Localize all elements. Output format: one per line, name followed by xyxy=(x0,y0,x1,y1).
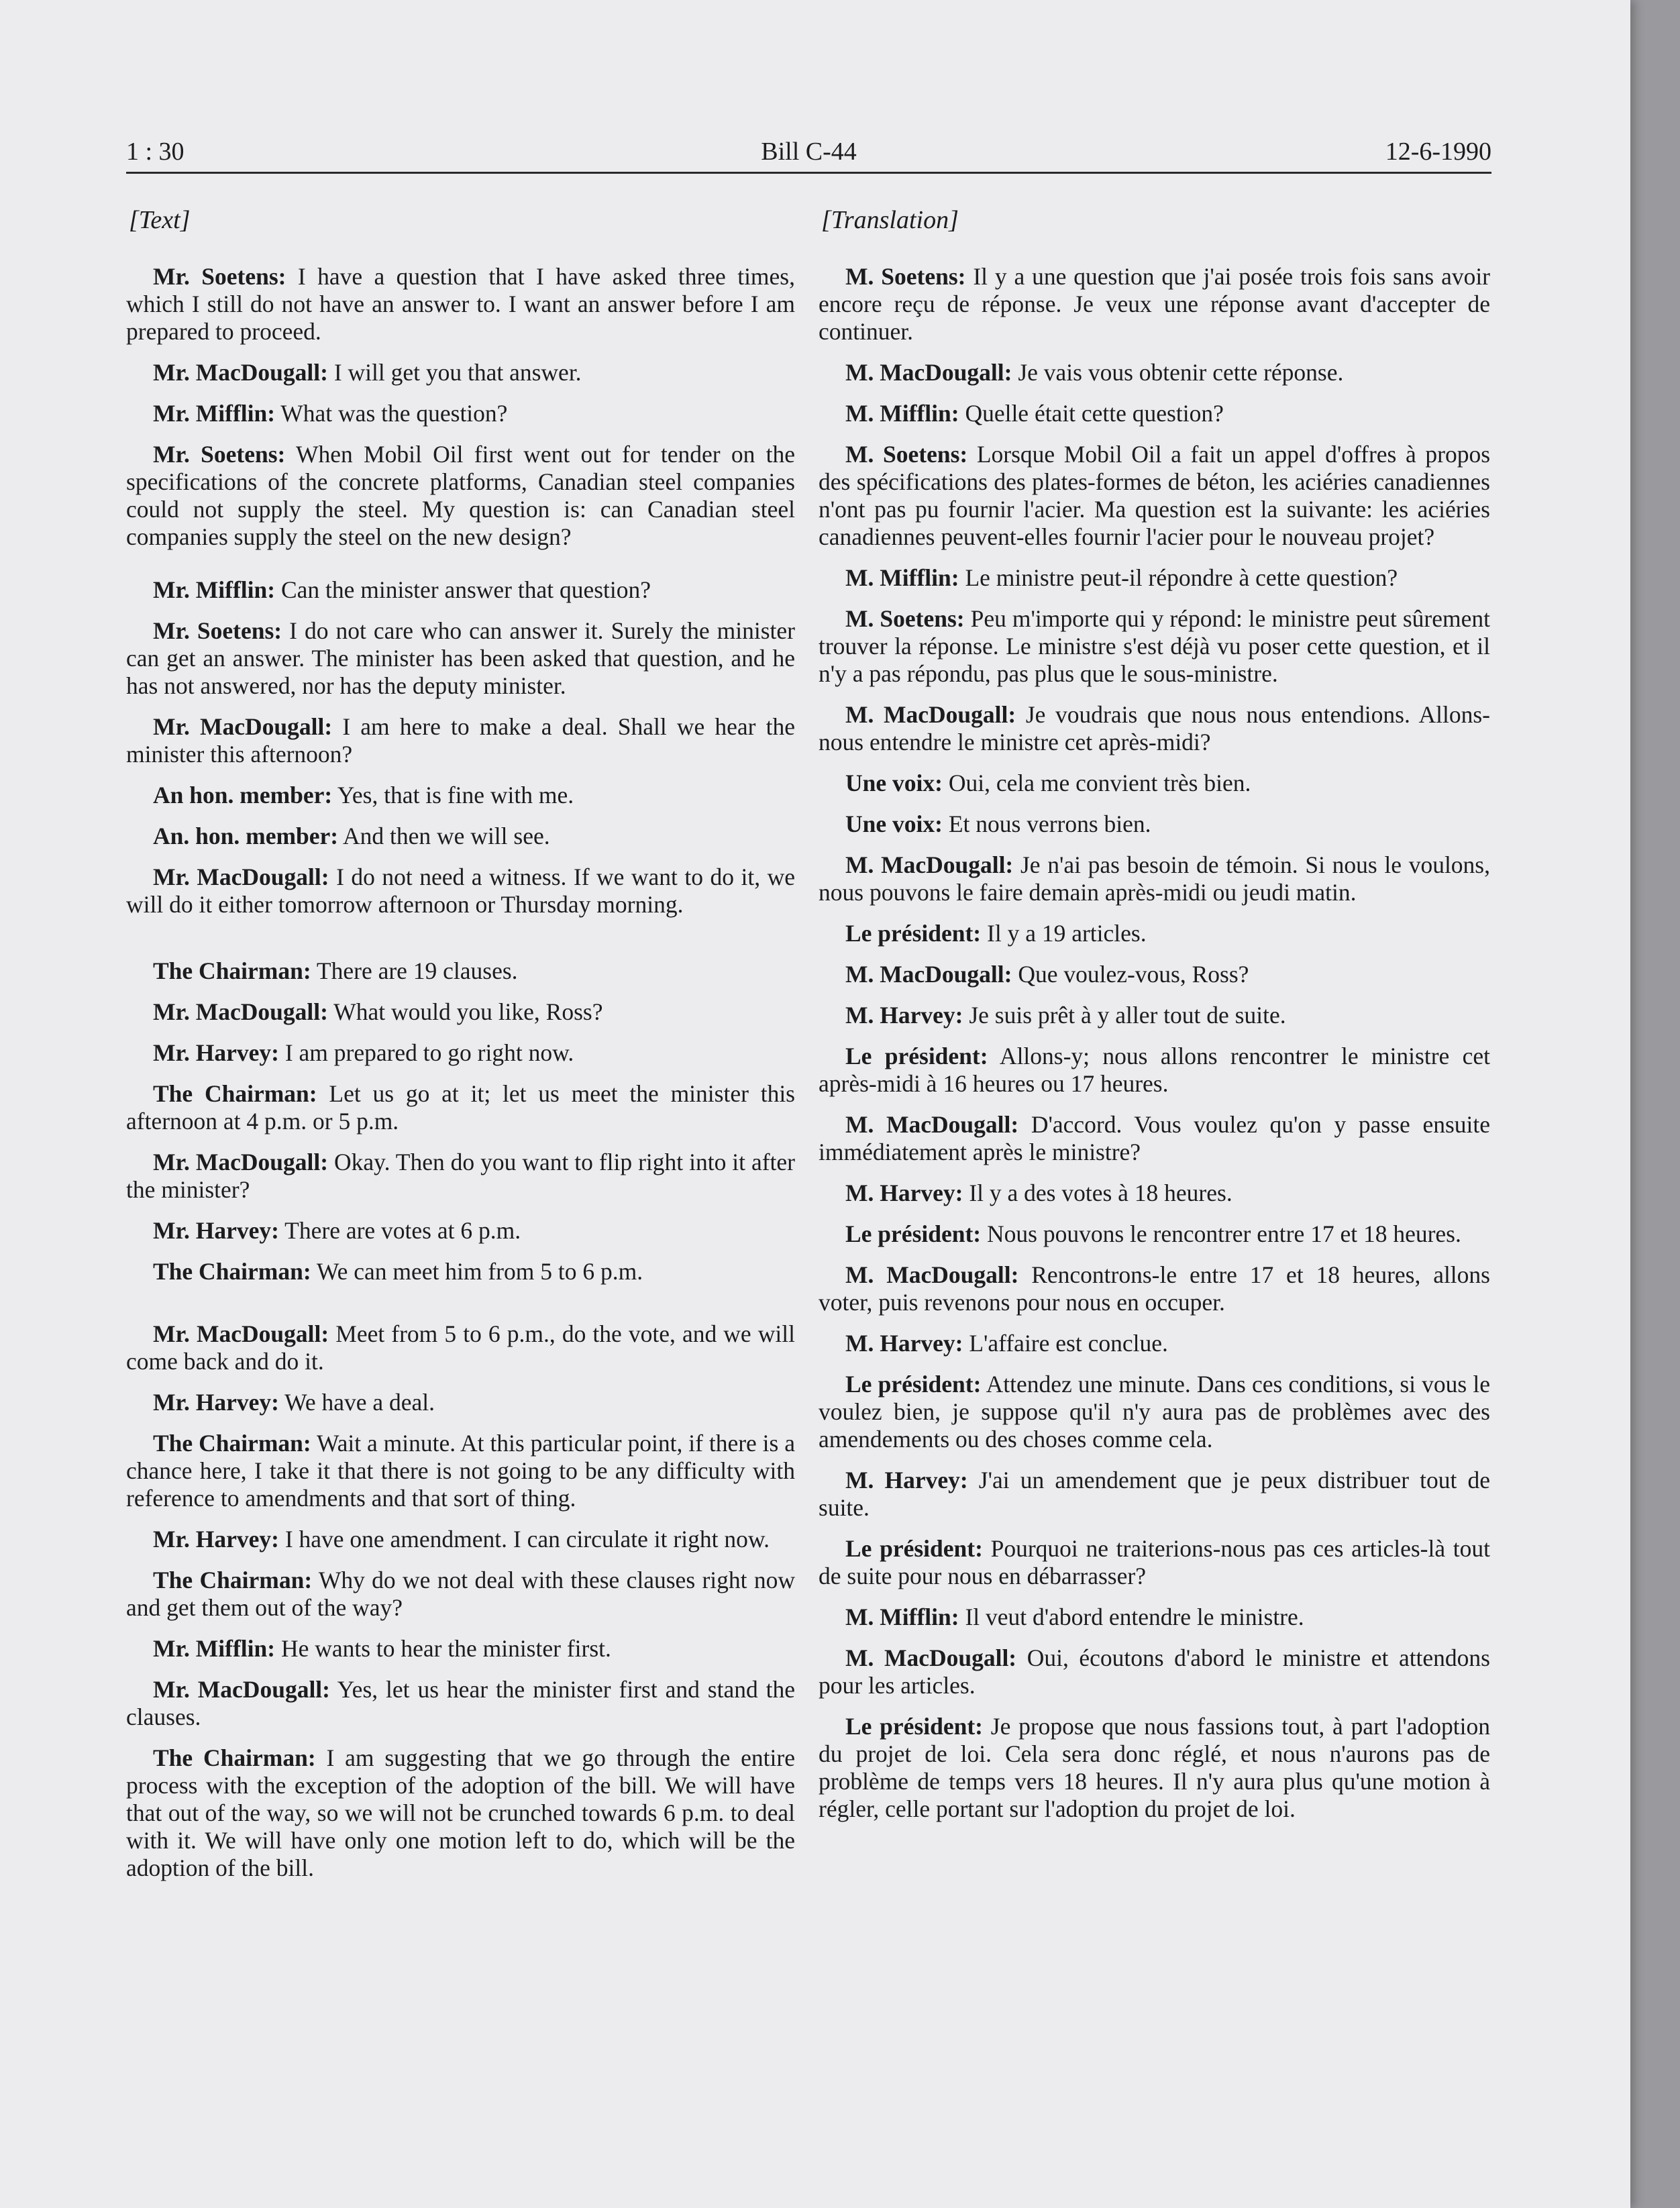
paragraph xyxy=(126,1217,795,1245)
speech-text: We have a deal. xyxy=(278,1389,435,1416)
paragraph xyxy=(819,961,1490,988)
paragraph xyxy=(126,359,795,386)
paragraph xyxy=(819,1713,1490,1823)
speech-text: What was the question? xyxy=(275,400,508,427)
speech-text: Lorsque Mobil Oil a fait un appel d'offres à propos des spécifications des plates-formes de béton, les aciéries canadiennes n'ont pas pu fournir l'acier. Ma question est la suivante: les aciéries canadiennes peuvent-elles fournir l'acier pour le nouveau projet? xyxy=(819,441,1491,550)
speaker-name: Mr. Soetens: xyxy=(153,441,286,468)
column-label-text: [Text] xyxy=(129,206,191,234)
speaker-name: Le président: xyxy=(845,1535,983,1562)
page-number: 1 : 30 xyxy=(126,138,185,166)
speaker-name: Mr. MacDougall: xyxy=(153,998,328,1025)
paragraph xyxy=(126,1430,795,1512)
paragraph xyxy=(126,1635,795,1663)
speech-text: Why do we not deal with these clauses right now and get them out of the way? xyxy=(126,1567,795,1621)
speech-text: D'accord. Vous voulez qu'on y passe ensuite immédiatement après le ministre? xyxy=(819,1111,1490,1165)
speech-text: Oui, cela me convient très bien. xyxy=(942,770,1251,796)
paragraph xyxy=(819,1644,1490,1699)
speech-text: I am here to make a deal. Shall we hear the minister this afternoon? xyxy=(126,713,795,768)
paragraph xyxy=(819,1111,1490,1166)
paragraph xyxy=(819,564,1490,592)
speech-text: Can the minister answer that question? xyxy=(275,576,651,603)
speaker-name: M. Soetens: xyxy=(845,441,968,468)
speaker-name: M. Mifflin: xyxy=(845,1604,959,1630)
paragraph xyxy=(126,576,795,604)
speaker-name: M. Mifflin: xyxy=(845,564,959,591)
speaker-name: M. MacDougall: xyxy=(845,701,1016,728)
speech-text: Meet from 5 to 6 p.m., do the vote, and we will come back and do it. xyxy=(126,1320,795,1375)
speaker-name: M. Mifflin: xyxy=(845,400,959,427)
paragraph xyxy=(819,1604,1490,1631)
speech-text: We can meet him from 5 to 6 p.m. xyxy=(311,1258,643,1285)
speaker-name: M. Harvey: xyxy=(845,1002,963,1029)
paragraph xyxy=(126,617,795,700)
speaker-name: Mr. MacDougall: xyxy=(153,713,333,740)
speaker-name: Une voix: xyxy=(845,770,943,796)
paragraph xyxy=(819,701,1490,756)
speech-text: When Mobil Oil first went out for tender on the specifications of the concrete platforms, Canadian steel companies could not supply the steel. My question is: can Canadian steel companies supply the steel on the new design? xyxy=(126,441,795,550)
paragraph xyxy=(819,1179,1490,1207)
paragraph xyxy=(126,1567,795,1622)
speaker-name: Mr. Harvey: xyxy=(153,1039,279,1066)
speaker-name: The Chairman: xyxy=(153,1744,316,1771)
paragraph xyxy=(819,770,1490,797)
speech-text: Je vais vous obtenir cette réponse. xyxy=(1012,359,1344,386)
paragraph xyxy=(819,1002,1490,1029)
speech-text: Let us go at it; let us meet the minister this afternoon at 4 p.m. or 5 p.m. xyxy=(126,1080,795,1135)
speech-text: He wants to hear the minister first. xyxy=(275,1635,611,1662)
paragraph xyxy=(126,1149,795,1204)
speaker-name: Une voix: xyxy=(845,810,943,837)
speech-text: Oui, écoutons d'abord le ministre et attendons pour les articles. xyxy=(819,1644,1490,1699)
paragraph xyxy=(126,1320,795,1375)
speaker-name: Mr. Mifflin: xyxy=(153,400,276,427)
paragraph xyxy=(819,1330,1490,1357)
speech-text: Je propose que nous fassions tout, à part l'adoption du projet de loi. Cela sera donc réglé, et nous n'aurons pas de problème de temps vers 18 heures. Il n'y aura plus qu'une motion à régler, celle portant sur l'adoption du projet de loi. xyxy=(819,1713,1490,1822)
paragraph xyxy=(126,1389,795,1416)
speaker-name: Mr. MacDougall: xyxy=(153,863,329,890)
english-column xyxy=(126,205,795,1895)
speech-text: Je n'ai pas besoin de témoin. Si nous le voulons, nous pouvons le faire demain après-midi ou jeudi matin. xyxy=(819,851,1490,906)
speaker-name: The Chairman: xyxy=(153,1080,317,1107)
speech-text: Et nous verrons bien. xyxy=(942,810,1151,837)
speech-text: Yes, let us hear the minister first and stand the clauses. xyxy=(126,1676,795,1730)
paragraph xyxy=(126,263,795,346)
paragraph xyxy=(126,441,795,551)
speech-text: Peu m'importe qui y répond: le ministre peut sûrement trouver la réponse. Le ministre s'est déjà vu poser cette question, et il n'y a pas répondu, pas plus que le sous-ministre. xyxy=(819,605,1490,687)
speech-text: There are 19 clauses. xyxy=(311,957,518,984)
header-date: 12-6-1990 xyxy=(1385,138,1491,166)
paragraph xyxy=(819,1371,1490,1453)
speaker-name: Mr. Harvey: xyxy=(153,1389,279,1416)
speech-text: Quelle était cette question? xyxy=(959,400,1224,427)
speaker-name: An hon. member: xyxy=(153,782,333,808)
paragraph xyxy=(126,1676,795,1731)
speaker-name: Mr. Mifflin: xyxy=(153,576,276,603)
speech-text: What would you like, Ross? xyxy=(327,998,603,1025)
speech-text: Il veut d'abord entendre le ministre. xyxy=(959,1604,1304,1630)
speech-text: L'affaire est conclue. xyxy=(963,1330,1168,1357)
speaker-name: Mr. Harvey: xyxy=(153,1217,279,1244)
speech-text: Je voudrais que nous nous entendions. Allons-nous entendre le ministre cet après-midi? xyxy=(819,701,1491,755)
paragraph xyxy=(126,1258,795,1285)
paragraph xyxy=(819,851,1490,906)
paragraph xyxy=(126,400,795,427)
speaker-name: Le président: xyxy=(845,1043,988,1069)
paragraph xyxy=(819,920,1490,947)
paragraph xyxy=(126,782,795,809)
column-label-translation: [Translation] xyxy=(821,206,959,234)
speaker-name: M. MacDougall: xyxy=(845,851,1014,878)
speaker-name: Le président: xyxy=(845,1371,982,1398)
speech-text: I have a question that I have asked three times, which I still do not have an answer to. I want an answer before I am prepared to proceed. xyxy=(126,263,795,345)
paragraph xyxy=(819,1535,1490,1590)
speech-text: I have one amendment. I can circulate it right now. xyxy=(278,1526,770,1553)
speech-text: Il y a 19 articles. xyxy=(981,920,1147,947)
speech-text: I am prepared to go right now. xyxy=(278,1039,574,1066)
paragraph xyxy=(126,823,795,850)
speaker-name: M. MacDougall: xyxy=(845,1261,1019,1288)
speaker-name: Mr. Mifflin: xyxy=(153,1635,276,1662)
speech-text: Je suis prêt à y aller tout de suite. xyxy=(963,1002,1286,1029)
paragraph xyxy=(819,359,1490,386)
speaker-name: M. Harvey: xyxy=(845,1330,963,1357)
speech-text: Que voulez-vous, Ross? xyxy=(1012,961,1249,988)
speech-text: There are votes at 6 p.m. xyxy=(278,1217,521,1244)
paragraph xyxy=(819,1043,1490,1098)
speaker-name: Mr. Soetens: xyxy=(153,263,286,290)
paragraph xyxy=(126,1080,795,1135)
speaker-name: Mr. Soetens: xyxy=(153,617,282,644)
bill-title: Bill C-44 xyxy=(761,138,857,166)
paragraph xyxy=(126,1039,795,1067)
speaker-name: M. MacDougall: xyxy=(845,359,1012,386)
speaker-name: Mr. Harvey: xyxy=(153,1526,279,1553)
speech-text: Allons-y; nous allons rencontrer le ministre cet après-midi à 16 heures ou 17 heures. xyxy=(819,1043,1490,1097)
paragraph xyxy=(819,400,1490,427)
speech-text: Nous pouvons le rencontrer entre 17 et 18 heures. xyxy=(981,1220,1461,1247)
paragraph xyxy=(819,605,1490,688)
speaker-name: M. Soetens: xyxy=(845,605,965,632)
paragraph xyxy=(819,810,1490,838)
speaker-name: M. MacDougall: xyxy=(845,1111,1019,1138)
paragraph xyxy=(819,1220,1490,1248)
speech-text: I am suggesting that we go through the entire process with the exception of the adoption of the bill. We will have that out of the way, so we will not be crunched towards 6 p.m. to deal with it. We will have only one motion left to do, which will be the adoption of the bill. xyxy=(126,1744,795,1881)
paragraph xyxy=(819,1467,1490,1522)
speaker-name: An. hon. member: xyxy=(153,823,339,849)
speech-text: J'ai un amendement que je peux distribuer tout de suite. xyxy=(819,1467,1490,1521)
speech-text: And then we will see. xyxy=(338,823,550,849)
speech-text: Rencontrons-le entre 17 et 18 heures, allons voter, puis revenons pour nous en occuper. xyxy=(819,1261,1490,1316)
speech-text: Il y a une question que j'ai posée trois fois sans avoir encore reçu de réponse. Je veux une réponse avant d'accepter de continuer. xyxy=(819,263,1491,345)
speaker-name: M. Harvey: xyxy=(845,1467,968,1493)
speech-text: Le ministre peut-il répondre à cette question? xyxy=(959,564,1398,591)
speaker-name: The Chairman: xyxy=(153,957,311,984)
speaker-name: Le président: xyxy=(845,1713,984,1740)
paragraph xyxy=(819,441,1490,551)
speaker-name: M. MacDougall: xyxy=(845,1644,1017,1671)
speech-text: I do not care who can answer it. Surely the minister can get an answer. The minister has been asked that question, and he has not answered, nor has the deputy minister. xyxy=(126,617,795,699)
speech-text: I do not need a witness. If we want to do it, we will do it either tomorrow afternoon or Thursday morning. xyxy=(126,863,796,918)
speaker-name: M. Soetens: xyxy=(845,263,966,290)
page-header xyxy=(126,134,1491,174)
paragraph xyxy=(126,713,795,768)
speech-text: Il y a des votes à 18 heures. xyxy=(963,1179,1232,1206)
paragraph xyxy=(126,998,795,1026)
paragraph xyxy=(819,1261,1490,1316)
paragraph xyxy=(126,1526,795,1553)
speech-text: Attendez une minute. Dans ces conditions, si vous le voulez bien, je suppose qu'il n'y aura pas de problèmes avec des amendements ou des choses comme cela. xyxy=(819,1371,1490,1453)
paragraph xyxy=(126,863,795,918)
speaker-name: The Chairman: xyxy=(153,1567,313,1593)
speech-text: I will get you that answer. xyxy=(327,359,582,386)
speech-text: Yes, that is fine with me. xyxy=(332,782,574,808)
paragraph xyxy=(819,263,1490,346)
speaker-name: The Chairman: xyxy=(153,1258,311,1285)
speaker-name: Le président: xyxy=(845,1220,982,1247)
speaker-name: Mr. MacDougall: xyxy=(153,1676,330,1703)
speaker-name: The Chairman: xyxy=(153,1430,311,1457)
speech-text: Wait a minute. At this particular point, if there is a chance here, I take it that there is not going to be any difficulty with reference to amendments and that sort of thing. xyxy=(126,1430,795,1512)
speaker-name: M. Harvey: xyxy=(845,1179,963,1206)
speaker-name: Le président: xyxy=(845,920,982,947)
speaker-name: Mr. MacDougall: xyxy=(153,359,328,386)
speaker-name: M. MacDougall: xyxy=(845,961,1012,988)
paragraph xyxy=(126,1744,795,1882)
speech-text: Pourquoi ne traiterions-nous pas ces articles-là tout de suite pour nous en débarrasser? xyxy=(819,1535,1490,1589)
paragraph xyxy=(126,957,795,985)
french-column xyxy=(819,205,1490,1836)
speaker-name: Mr. MacDougall: xyxy=(153,1149,329,1175)
speaker-name: Mr. MacDougall: xyxy=(153,1320,329,1347)
speech-text: Okay. Then do you want to flip right into it after the minister? xyxy=(126,1149,795,1203)
